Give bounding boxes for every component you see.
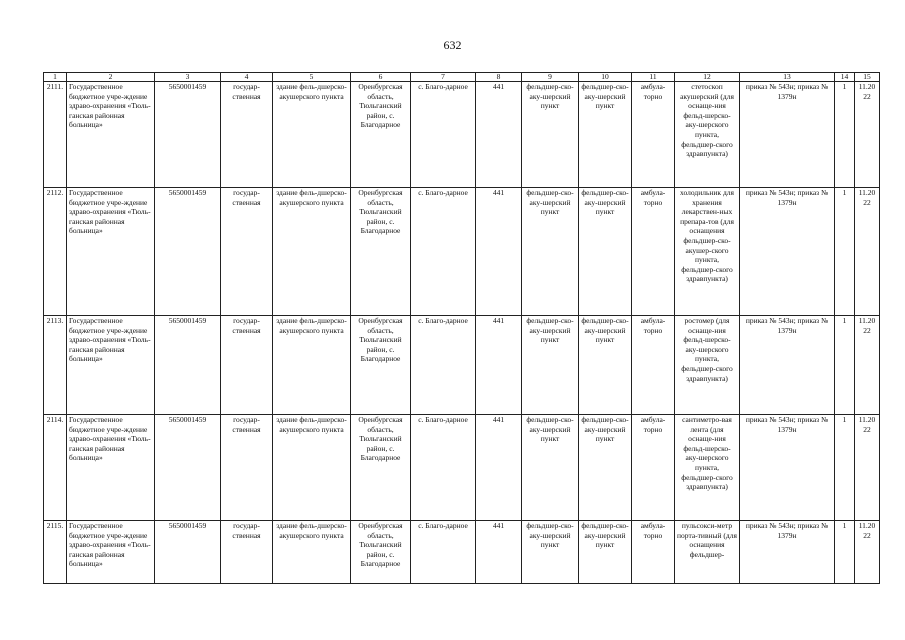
inn-cell: 5650001459 <box>155 188 221 316</box>
care-type-cell: амбула-торно <box>632 316 675 415</box>
locality-cell: с. Благо-дарное <box>411 415 476 521</box>
row-number: 2115. <box>44 521 67 584</box>
inn-cell: 5650001459 <box>155 415 221 521</box>
order-cell: приказ № 543н; приказ № 1379н <box>740 521 835 584</box>
col-header: 14 <box>835 73 855 82</box>
equipment-cell: холодильник для хранения лекарствен-ных препара-тов (для оснащения фельдшер-ско-акушер-ского пункта, фельдшер-ского здравпункта) <box>675 188 740 316</box>
unit-type-cell: фельдшер-ско-аку-шерский пункт <box>579 521 632 584</box>
table-row <box>44 188 880 316</box>
date-cell: 11.2022 <box>855 415 880 521</box>
row-number: 2114. <box>44 415 67 521</box>
locality-cell: с. Благо-дарное <box>411 316 476 415</box>
building-cell: здание фель-дшерско-акушерского пункта <box>273 188 351 316</box>
unit-cell: фельдшер-ско-аку-шерский пункт <box>522 316 579 415</box>
code-cell: 441 <box>476 521 522 584</box>
code-cell: 441 <box>476 188 522 316</box>
care-type-cell: амбула-торно <box>632 415 675 521</box>
order-cell: приказ № 543н; приказ № 1379н <box>740 82 835 188</box>
ownership-cell: государ-ственная <box>221 82 273 188</box>
col-header: 4 <box>221 73 273 82</box>
page-number: 632 <box>443 38 462 52</box>
ownership-cell: государ-ственная <box>221 415 273 521</box>
order-cell: приказ № 543н; приказ № 1379н <box>740 415 835 521</box>
order-cell: приказ № 543н; приказ № 1379н <box>740 188 835 316</box>
table-row <box>44 316 880 415</box>
ownership-cell: государ-ственная <box>221 521 273 584</box>
col-header: 9 <box>522 73 579 82</box>
quantity-cell: 1 <box>835 415 855 521</box>
quantity-cell: 1 <box>835 316 855 415</box>
code-cell: 441 <box>476 415 522 521</box>
unit-cell: фельдшер-ско-аку-шерский пункт <box>522 415 579 521</box>
address-cell: Оренбургская область, Тюльганский район, с. Благодарное <box>351 415 411 521</box>
col-header: 5 <box>273 73 351 82</box>
unit-type-cell: фельдшер-ско-аку-шерский пункт <box>579 415 632 521</box>
col-header: 1 <box>44 73 67 82</box>
col-header: 2 <box>67 73 155 82</box>
address-cell: Оренбургская область, Тюльганский район, с. Благодарное <box>351 188 411 316</box>
quantity-cell: 1 <box>835 82 855 188</box>
locality-cell: с. Благо-дарное <box>411 188 476 316</box>
building-cell: здание фель-дшерско-акушерского пункта <box>273 82 351 188</box>
row-number: 2113. <box>44 316 67 415</box>
building-cell: здание фель-дшерско-акушерского пункта <box>273 521 351 584</box>
table-row <box>44 521 880 584</box>
care-type-cell: амбула-торно <box>632 188 675 316</box>
row-number: 2112. <box>44 188 67 316</box>
care-type-cell: амбула-торно <box>632 521 675 584</box>
organization-cell: Государственное бюджетное учре-ждение здраво-охранения «Тюль-ганская районная больница» <box>67 521 155 584</box>
inn-cell: 5650001459 <box>155 316 221 415</box>
address-cell: Оренбургская область, Тюльганский район, с. Благодарное <box>351 521 411 584</box>
equipment-cell: стетоскоп акушерский (для оснаще-ния фельд-шерско-аку-шерского пункта, фельдшер-ского здравпункта) <box>675 82 740 188</box>
unit-type-cell: фельдшер-ско-аку-шерский пункт <box>579 188 632 316</box>
care-type-cell: амбула-торно <box>632 82 675 188</box>
col-header: 12 <box>675 73 740 82</box>
row-number: 2111. <box>44 82 67 188</box>
unit-type-cell: фельдшер-ско-аку-шерский пункт <box>579 316 632 415</box>
date-cell: 11.2022 <box>855 521 880 584</box>
building-cell: здание фель-дшерско-акушерского пункта <box>273 415 351 521</box>
organization-cell: Государственное бюджетное учре-ждение здраво-охранения «Тюль-ганская районная больница» <box>67 188 155 316</box>
quantity-cell: 1 <box>835 188 855 316</box>
equipment-cell: пульсокси-метр порта-тивный (для оснащения фельдшер- <box>675 521 740 584</box>
address-cell: Оренбургская область, Тюльганский район, с. Благодарное <box>351 82 411 188</box>
col-header: 8 <box>476 73 522 82</box>
col-header: 15 <box>855 73 880 82</box>
col-header: 11 <box>632 73 675 82</box>
col-header: 13 <box>740 73 835 82</box>
equipment-cell: сантиметро-вая лента (для оснаще-ния фельд-шерско-аку-шерского пункта, фельдшер-ского здравпункта) <box>675 415 740 521</box>
table-row <box>44 415 880 521</box>
ownership-cell: государ-ственная <box>221 316 273 415</box>
organization-cell: Государственное бюджетное учре-ждение здраво-охранения «Тюль-ганская районная больница» <box>67 316 155 415</box>
col-header: 10 <box>579 73 632 82</box>
locality-cell: с. Благо-дарное <box>411 82 476 188</box>
registry-table <box>43 72 880 584</box>
col-header: 7 <box>411 73 476 82</box>
col-header: 6 <box>351 73 411 82</box>
order-cell: приказ № 543н; приказ № 1379н <box>740 316 835 415</box>
organization-cell: Государственное бюджетное учре-ждение здраво-охранения «Тюль-ганская районная больница» <box>67 415 155 521</box>
unit-cell: фельдшер-ско-аку-шерский пункт <box>522 188 579 316</box>
header-row <box>44 73 880 82</box>
ownership-cell: государ-ственная <box>221 188 273 316</box>
table-row <box>44 82 880 188</box>
unit-cell: фельдшер-ско-аку-шерский пункт <box>522 521 579 584</box>
date-cell: 11.2022 <box>855 188 880 316</box>
locality-cell: с. Благо-дарное <box>411 521 476 584</box>
date-cell: 11.2022 <box>855 316 880 415</box>
date-cell: 11.2022 <box>855 82 880 188</box>
quantity-cell: 1 <box>835 521 855 584</box>
code-cell: 441 <box>476 316 522 415</box>
address-cell: Оренбургская область, Тюльганский район, с. Благодарное <box>351 316 411 415</box>
inn-cell: 5650001459 <box>155 82 221 188</box>
organization-cell: Государственное бюджетное учре-ждение здраво-охранения «Тюль-ганская районная больница» <box>67 82 155 188</box>
building-cell: здание фель-дшерско-акушерского пункта <box>273 316 351 415</box>
col-header: 3 <box>155 73 221 82</box>
unit-type-cell: фельдшер-ско-аку-шерский пункт <box>579 82 632 188</box>
equipment-cell: ростомер (для оснаще-ния фельд-шерско-аку-шерского пункта, фельдшер-ского здравпункта) <box>675 316 740 415</box>
unit-cell: фельдшер-ско-аку-шерский пункт <box>522 82 579 188</box>
code-cell: 441 <box>476 82 522 188</box>
inn-cell: 5650001459 <box>155 521 221 584</box>
